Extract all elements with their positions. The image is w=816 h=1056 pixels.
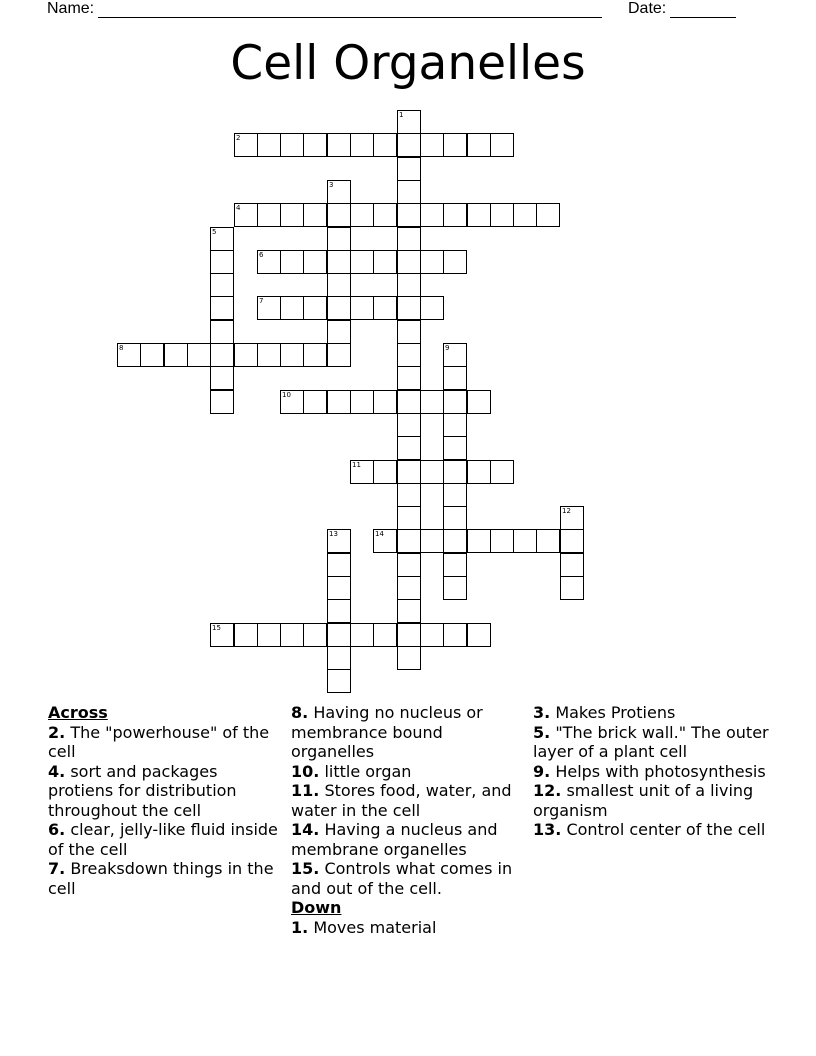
grid-cell[interactable] xyxy=(117,343,141,367)
clue-across-6: 6. clear, jelly-like fluid inside of the cell xyxy=(48,820,278,859)
grid-cell[interactable] xyxy=(327,296,351,320)
grid-cell[interactable] xyxy=(234,133,258,157)
grid-cell[interactable] xyxy=(443,553,467,577)
grid-cell[interactable] xyxy=(257,133,281,157)
grid-cell[interactable] xyxy=(303,203,327,227)
grid-cell[interactable] xyxy=(490,460,514,484)
clue-number: 10 xyxy=(282,391,291,399)
grid-cell[interactable] xyxy=(234,623,258,647)
grid-cell[interactable] xyxy=(210,296,234,320)
clues-column-1 xyxy=(48,703,278,898)
clue-number: 6 xyxy=(259,251,264,259)
grid-cell[interactable] xyxy=(420,296,444,320)
grid-cell[interactable] xyxy=(443,529,467,553)
grid-cell[interactable] xyxy=(350,203,374,227)
grid-cell[interactable] xyxy=(397,413,421,437)
across-heading: Across xyxy=(48,703,108,722)
grid-cell[interactable] xyxy=(397,110,421,134)
clue-across-14: 14. Having a nucleus and membrane organelles xyxy=(291,820,498,859)
grid-cell[interactable] xyxy=(513,529,537,553)
grid-cell[interactable] xyxy=(397,390,421,414)
clue-down-1: 1. Moves material xyxy=(291,917,437,937)
grid-cell[interactable] xyxy=(280,343,304,367)
clue-number: 15 xyxy=(212,624,221,632)
grid-cell[interactable] xyxy=(210,343,234,367)
grid-cell[interactable] xyxy=(303,250,327,274)
grid-cell[interactable] xyxy=(303,390,327,414)
grid-cell[interactable] xyxy=(280,133,304,157)
grid-cell[interactable] xyxy=(327,133,351,157)
grid-cell[interactable] xyxy=(327,576,351,600)
grid-cell[interactable] xyxy=(397,436,421,460)
grid-cell[interactable] xyxy=(140,343,164,367)
clue-down-13: 13. Control center of the cell xyxy=(533,820,766,839)
grid-cell[interactable] xyxy=(397,529,421,553)
grid-cell[interactable] xyxy=(397,273,421,297)
grid-cell[interactable] xyxy=(327,250,351,274)
grid-cell[interactable] xyxy=(443,483,467,507)
name-label: Name: xyxy=(47,0,95,17)
grid-cell[interactable] xyxy=(373,460,397,484)
clue-down-5: 5. "The brick wall." The outer layer of a plant cell xyxy=(533,722,769,761)
grid-cell[interactable] xyxy=(397,250,421,274)
grid-cell[interactable] xyxy=(560,576,584,600)
grid-cell[interactable] xyxy=(490,203,514,227)
grid-cell[interactable] xyxy=(397,366,421,390)
clue-number: 8 xyxy=(119,344,124,352)
grid-cell[interactable] xyxy=(397,483,421,507)
grid-cell[interactable] xyxy=(397,157,421,181)
grid-cell[interactable] xyxy=(280,296,304,320)
clue-across-7: 7. Breaksdown things in the cell xyxy=(48,859,274,898)
clue-number: 4 xyxy=(236,204,241,212)
grid-cell[interactable] xyxy=(397,623,421,647)
grid-cell[interactable] xyxy=(397,553,421,577)
grid-cell[interactable] xyxy=(467,390,491,414)
grid-cell[interactable] xyxy=(373,296,397,320)
grid-cell[interactable] xyxy=(443,576,467,600)
grid-cell[interactable] xyxy=(280,250,304,274)
grid-cell[interactable] xyxy=(467,203,491,227)
grid-cell[interactable] xyxy=(350,133,374,157)
grid-cell[interactable] xyxy=(187,343,211,367)
grid-cell[interactable] xyxy=(467,529,491,553)
grid-cell[interactable] xyxy=(420,250,444,274)
grid-cell[interactable] xyxy=(490,529,514,553)
grid-cell[interactable] xyxy=(373,133,397,157)
page-title: Cell Organelles xyxy=(230,36,586,91)
grid-cell[interactable] xyxy=(280,390,304,414)
down-heading: Down xyxy=(291,898,342,917)
grid-cell[interactable] xyxy=(210,623,234,647)
grid-cell[interactable] xyxy=(420,133,444,157)
grid-cell[interactable] xyxy=(373,390,397,414)
grid-cell[interactable] xyxy=(164,343,188,367)
grid-cell[interactable] xyxy=(257,203,281,227)
grid-cell[interactable] xyxy=(467,133,491,157)
grid-cell[interactable] xyxy=(350,250,374,274)
grid-cell[interactable] xyxy=(443,460,467,484)
clue-down-9: 9. Helps with photosynthesis xyxy=(533,761,766,781)
grid-cell[interactable] xyxy=(373,529,397,553)
grid-cell[interactable] xyxy=(420,623,444,647)
clue-down-3: 3. Makes Protiens xyxy=(533,703,676,722)
grid-cell[interactable] xyxy=(560,553,584,577)
clue-across-4: 4. sort and packages protiens for distribution throughout the cell xyxy=(48,761,237,820)
grid-cell[interactable] xyxy=(420,390,444,414)
grid-cell[interactable] xyxy=(420,203,444,227)
grid-cell[interactable] xyxy=(397,296,421,320)
grid-cell[interactable] xyxy=(397,320,421,344)
clues-column-3 xyxy=(533,703,773,840)
clue-across-15: 15. Controls what comes in and out of the cell. xyxy=(291,859,513,898)
date-label: Date: xyxy=(628,0,667,17)
clue-number: 3 xyxy=(329,181,334,189)
grid-cell[interactable] xyxy=(303,343,327,367)
grid-cell[interactable] xyxy=(257,250,281,274)
grid-cell[interactable] xyxy=(234,203,258,227)
grid-cell[interactable] xyxy=(210,227,234,251)
grid-cell[interactable] xyxy=(467,623,491,647)
grid-cell[interactable] xyxy=(443,390,467,414)
clue-across-11: 11. Stores food, water, and water in the cell xyxy=(291,781,512,820)
grid-cell[interactable] xyxy=(350,460,374,484)
grid-cell[interactable] xyxy=(327,553,351,577)
grid-cell[interactable] xyxy=(560,506,584,530)
grid-cell[interactable] xyxy=(210,320,234,344)
grid-cell[interactable] xyxy=(210,390,234,414)
clue-across-10: 10. little organ xyxy=(291,761,412,781)
grid-cell[interactable] xyxy=(397,506,421,530)
grid-cell[interactable] xyxy=(513,203,537,227)
grid-cell[interactable] xyxy=(536,529,560,553)
clue-number: 11 xyxy=(352,461,361,469)
grid-cell[interactable] xyxy=(280,203,304,227)
grid-cell[interactable] xyxy=(397,227,421,251)
grid-cell[interactable] xyxy=(490,133,514,157)
grid-cell[interactable] xyxy=(373,203,397,227)
grid-cell[interactable] xyxy=(210,250,234,274)
grid-cell[interactable] xyxy=(327,227,351,251)
grid-cell[interactable] xyxy=(327,623,351,647)
clue-number: 13 xyxy=(329,530,338,538)
clue-number: 14 xyxy=(375,530,384,538)
clues-column-2 xyxy=(291,703,521,937)
grid-cell[interactable] xyxy=(443,623,467,647)
grid-cell[interactable] xyxy=(443,133,467,157)
grid-cell[interactable] xyxy=(280,623,304,647)
grid-cell[interactable] xyxy=(303,296,327,320)
grid-cell[interactable] xyxy=(327,529,351,553)
grid-cell[interactable] xyxy=(257,623,281,647)
grid-cell[interactable] xyxy=(560,529,584,553)
grid-cell[interactable] xyxy=(327,599,351,623)
clue-number: 7 xyxy=(259,297,264,305)
grid-cell[interactable] xyxy=(443,250,467,274)
grid-cell[interactable] xyxy=(327,203,351,227)
grid-cell[interactable] xyxy=(350,390,374,414)
grid-cell[interactable] xyxy=(257,343,281,367)
grid-cell[interactable] xyxy=(327,320,351,344)
grid-cell[interactable] xyxy=(350,623,374,647)
grid-cell[interactable] xyxy=(234,343,258,367)
clue-number: 12 xyxy=(562,507,571,515)
grid-cell[interactable] xyxy=(443,436,467,460)
grid-cell[interactable] xyxy=(397,460,421,484)
grid-cell[interactable] xyxy=(420,460,444,484)
grid-cell[interactable] xyxy=(443,413,467,437)
grid-cell[interactable] xyxy=(257,296,281,320)
clue-down-12: 12. smallest unit of a living organism xyxy=(533,781,754,820)
grid-cell[interactable] xyxy=(397,343,421,367)
clue-across-8: 8. Having no nucleus or membrance bound organelles xyxy=(291,703,483,761)
grid-cell[interactable] xyxy=(397,180,421,204)
grid-cell[interactable] xyxy=(303,623,327,647)
grid-cell[interactable] xyxy=(327,273,351,297)
clue-number: 9 xyxy=(445,344,450,352)
grid-cell[interactable] xyxy=(350,296,374,320)
grid-cell[interactable] xyxy=(536,203,560,227)
grid-cell[interactable] xyxy=(397,203,421,227)
grid-cell[interactable] xyxy=(327,646,351,670)
grid-cell[interactable] xyxy=(443,506,467,530)
clue-across-2: 2. The "powerhouse" of the cell xyxy=(48,722,270,761)
grid-cell[interactable] xyxy=(303,133,327,157)
grid-cell[interactable] xyxy=(210,273,234,297)
clue-number: 2 xyxy=(236,134,241,142)
grid-cell[interactable] xyxy=(443,203,467,227)
grid-cell[interactable] xyxy=(397,646,421,670)
grid-cell[interactable] xyxy=(397,576,421,600)
grid-cell[interactable] xyxy=(397,599,421,623)
grid-cell[interactable] xyxy=(373,250,397,274)
grid-cell[interactable] xyxy=(420,529,444,553)
grid-cell[interactable] xyxy=(443,366,467,390)
grid-cell[interactable] xyxy=(373,623,397,647)
grid-cell[interactable] xyxy=(443,343,467,367)
grid-cell[interactable] xyxy=(397,133,421,157)
grid-cell[interactable] xyxy=(327,390,351,414)
grid-cell[interactable] xyxy=(327,669,351,693)
clue-number: 5 xyxy=(212,228,217,236)
grid-cell[interactable] xyxy=(327,180,351,204)
grid-cell[interactable] xyxy=(327,343,351,367)
grid-cell[interactable] xyxy=(467,460,491,484)
clue-number: 1 xyxy=(399,111,404,119)
grid-cell[interactable] xyxy=(210,366,234,390)
